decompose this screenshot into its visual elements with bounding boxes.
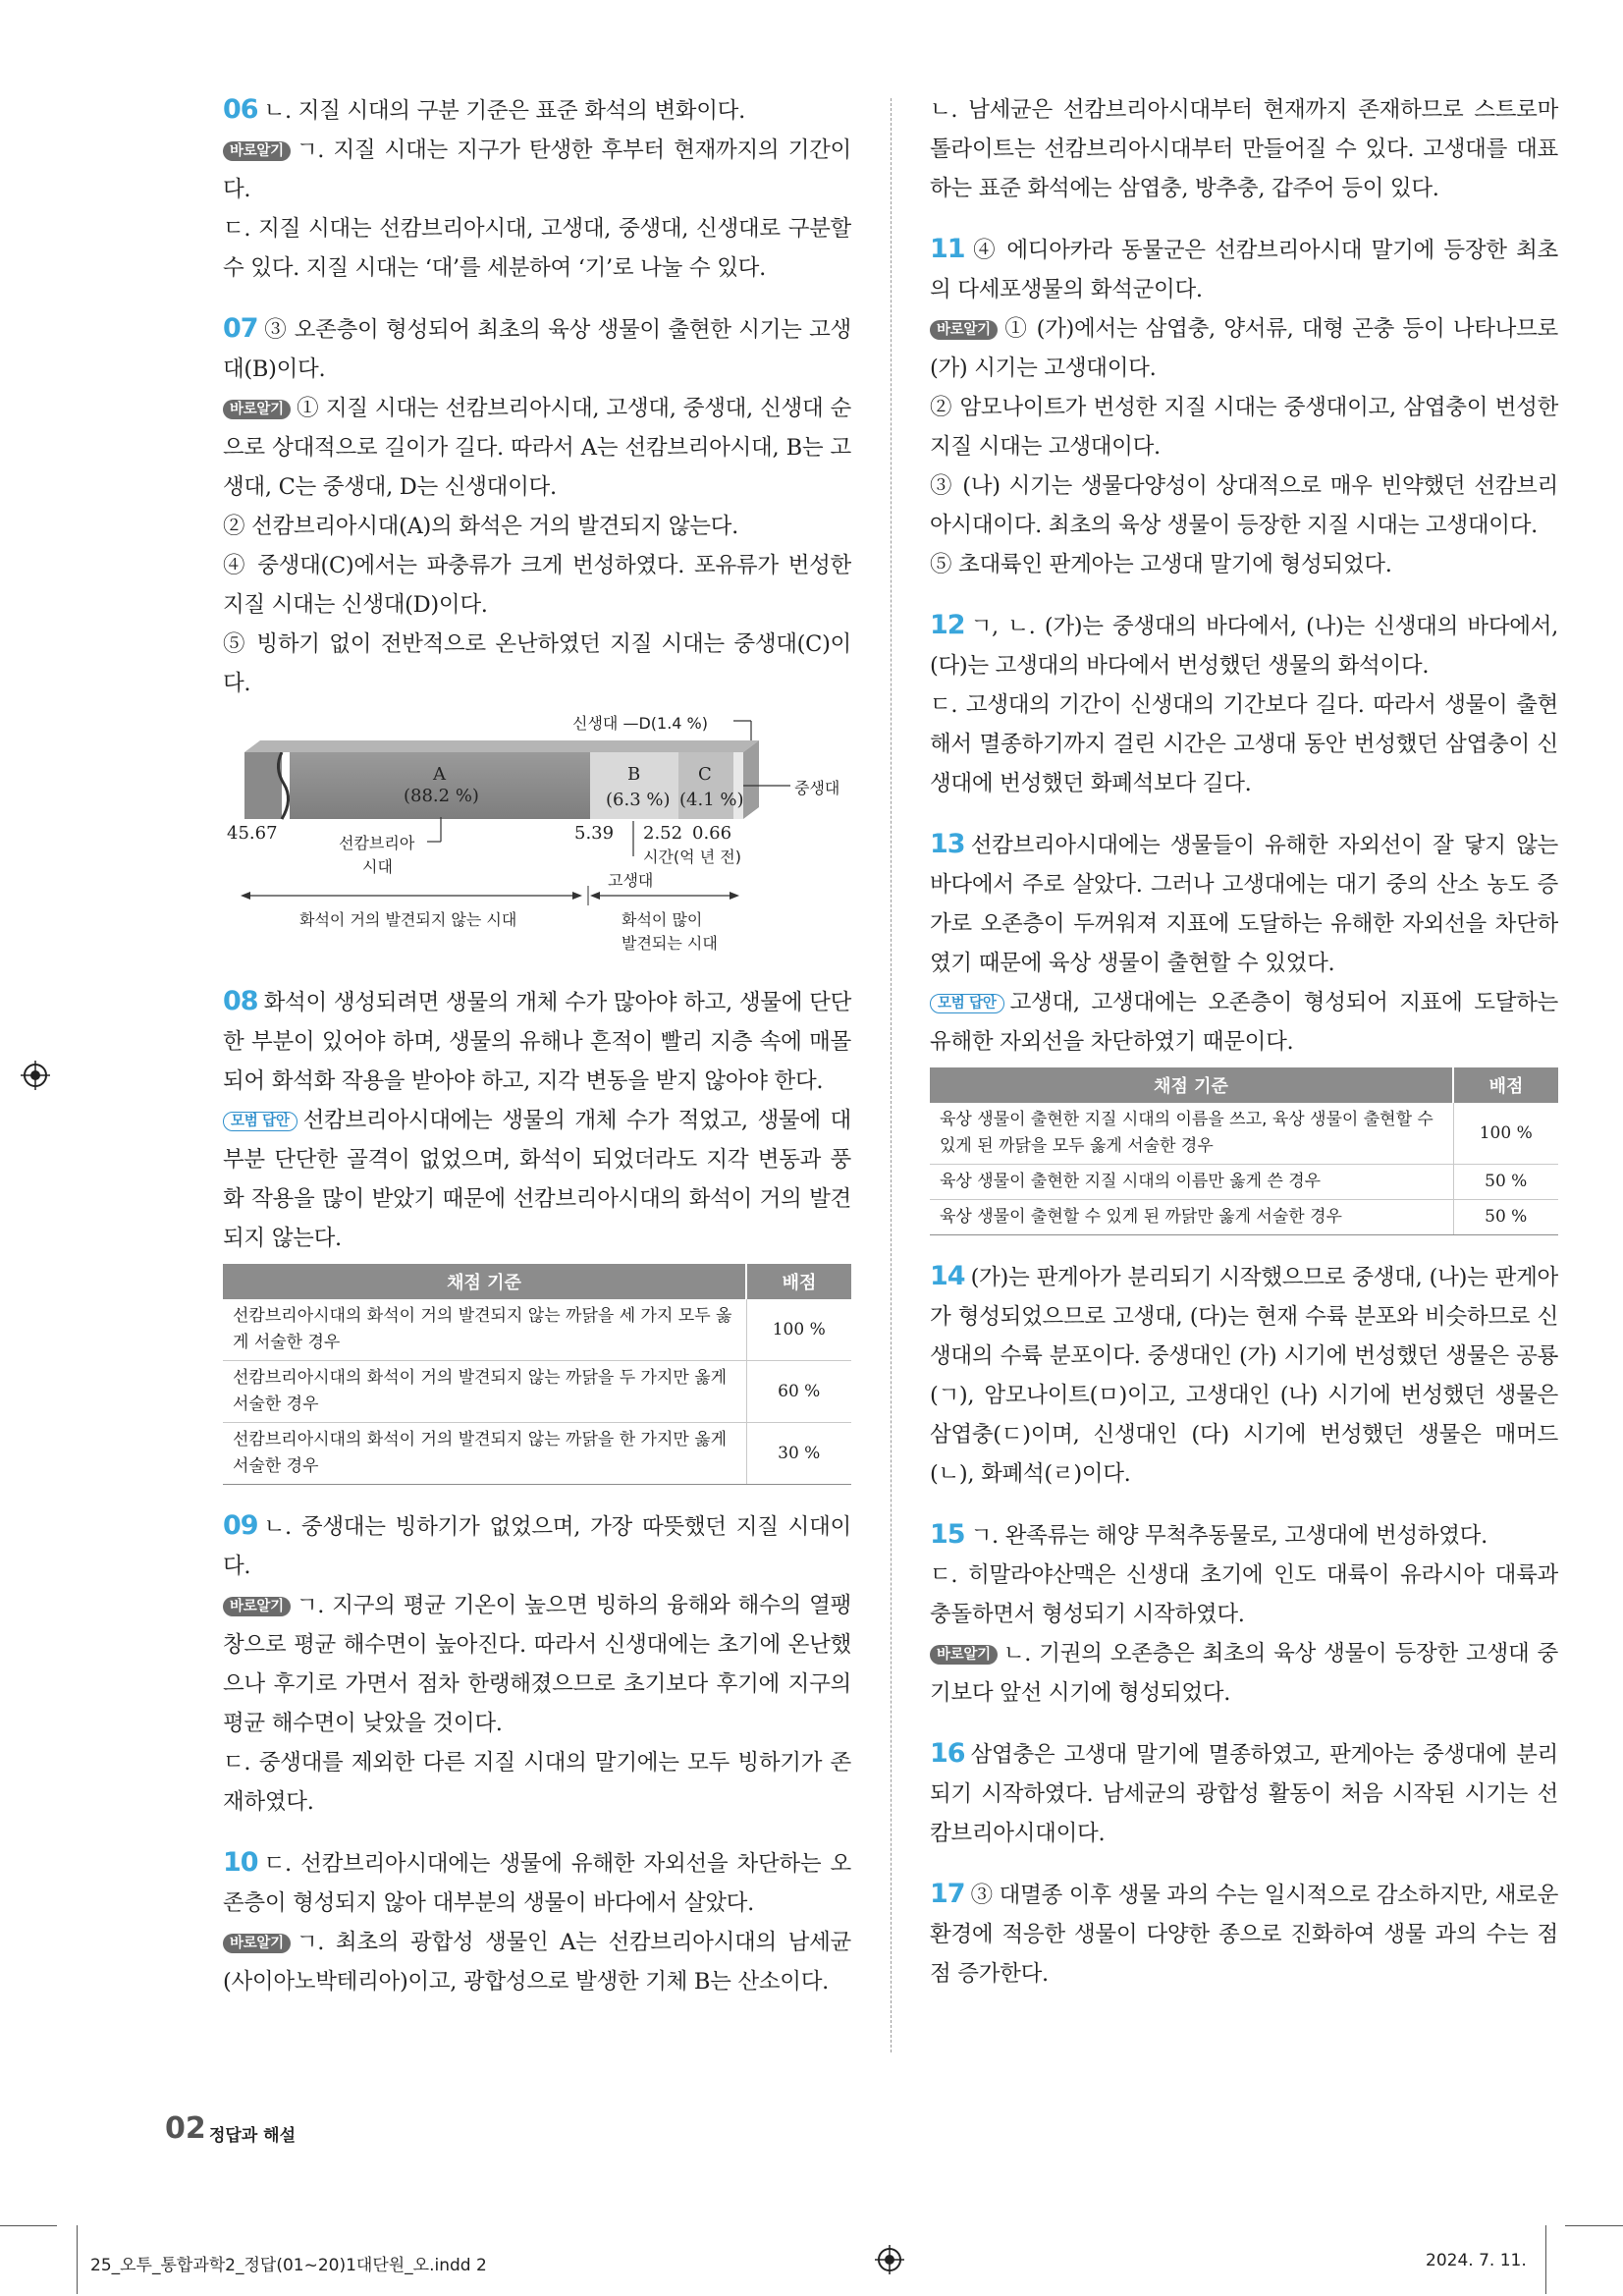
answer-text: ㄷ. 선캄브리아시대에는 생물에 유해한 자외선을 차단하는 오존층이 형성되지 않아 대부분의 생물이 바다에서 살았다. [223, 1851, 851, 1916]
criteria-cell: 육상 생물이 출현한 지질 시대의 이름을 쓰고, 육상 생물이 출현할 수 있게 된 까닭을 모두 옳게 서술한 경우 [930, 1103, 1453, 1165]
answer-text: ① (가)에서는 삼엽충, 양서류, 대형 곤충 등이 나타나므로 (가) 시기는 고생대이다. [930, 316, 1558, 381]
points-cell: 60 % [746, 1361, 851, 1423]
answer-06 [223, 90, 851, 288]
points-cell: 100 % [746, 1299, 851, 1361]
table-row [930, 1165, 1558, 1200]
left-column [223, 90, 851, 2023]
correction-badge: 바로알기 [223, 400, 291, 419]
criteria-cell: 선캄브리아시대의 화석이 거의 발견되지 않는 까닭을 두 가지만 옳게 서술한 경우 [223, 1361, 746, 1423]
answer-text: ㄴ. 중생대는 빙하기가 없었으며, 가장 따뜻했던 지질 시대이다. [223, 1514, 851, 1579]
paleozoic-label: 고생대 [608, 871, 654, 890]
answer-text: ② 선캄브리아시대(A)의 화석은 거의 발견되지 않는다. [223, 514, 738, 539]
column-separator [891, 98, 892, 2052]
answer-text: ㄷ. 지질 시대는 선캄브리아시대, 고생대, 중생대, 신생대로 구분할 수 있다. 지질 시대는 ‘대’를 세분하여 ‘기’로 나눌 수 있다. [223, 216, 851, 281]
tick-5-39: 5.39 [574, 823, 615, 844]
answer-text: ③ (나) 시기는 생물다양성이 상대적으로 매우 빈약했던 선캄브리아시대이다. 최초의 육상 생물이 등장한 지질 시대는 고생대이다. [930, 473, 1558, 538]
criteria-cell: 육상 생물이 출현한 지질 시대의 이름만 옳게 쓴 경우 [930, 1165, 1453, 1200]
criteria-cell: 육상 생물이 출현할 수 있게 된 까닭만 옳게 서술한 경우 [930, 1200, 1453, 1235]
correction-badge: 바로알기 [223, 1597, 291, 1616]
bar-side-face [743, 740, 759, 819]
table-row [223, 1361, 851, 1423]
scoring-table [930, 1067, 1558, 1235]
correction-badge: 바로알기 [930, 1645, 998, 1665]
precambrian-label-line2: 시대 [362, 857, 393, 876]
fossil-many-label-line1: 화석이 많이 [622, 910, 703, 929]
label-c: C [698, 764, 712, 785]
tick-0-66: 0.66 [692, 823, 732, 844]
registration-mark-icon [21, 1061, 50, 1090]
criteria-cell: 선캄브리아시대의 화석이 거의 발견되지 않는 까닭을 한 가지만 옳게 서술한 경우 [223, 1423, 746, 1485]
bar-break-segment [244, 752, 282, 819]
registration-mark-icon [875, 2245, 904, 2274]
question-number: 15 [930, 1519, 965, 1550]
answer-10-continued [930, 90, 1558, 208]
label-a-percent: (88.2 %) [404, 786, 479, 806]
question-number: 08 [223, 986, 258, 1016]
geologic-time-diagram [223, 711, 851, 964]
fossil-rare-era-label: 화석이 거의 발견되지 않는 시대 [299, 910, 517, 929]
table-header-points: 배점 [746, 1264, 851, 1299]
answer-text: 삼엽충은 고생대 말기에 멸종하였고, 판게아는 중생대에 분리되기 시작하였다. 남세균의 광합성 활동이 처음 시작된 시기는 선캄브리아시대이다. [930, 1742, 1558, 1846]
answer-text: ㄱ, ㄴ. (가)는 중생대의 바다에서, (나)는 신생대의 바다에서, (다)는 고생대의 바다에서 번성했던 생물의 화석이다. [930, 614, 1558, 679]
answer-13 [930, 825, 1558, 1235]
time-axis-unit: 시간(억 년 전) [643, 847, 741, 866]
answer-text: ④ 중생대(C)에서는 파충류가 크게 번성하였다. 포유류가 번성한 지질 시대는 신생대(D)이다. [223, 553, 851, 618]
bar-top-face [244, 740, 759, 752]
answer-08 [223, 982, 851, 1485]
answer-text: ㄱ. 지질 시대는 지구가 탄생한 후부터 현재까지의 기간이다. [223, 137, 851, 202]
right-column [930, 90, 1558, 2015]
answer-text: ③ 오존층이 형성되어 최초의 육상 생물이 출현한 시기는 고생대(B)이다. [223, 317, 851, 382]
answer-16 [930, 1734, 1558, 1853]
answer-text: ④ 에디아카라 동물군은 선캄브리아시대 말기에 등장한 최초의 다세포생물의 화석군이다. [930, 238, 1558, 302]
answer-15 [930, 1515, 1558, 1713]
answer-text: ㄴ. 지질 시대의 구분 기준은 표준 화석의 변화이다. [263, 98, 745, 124]
criteria-cell: 선캄브리아시대의 화석이 거의 발견되지 않는 까닭을 세 가지 모두 옳게 서술한 경우 [223, 1299, 746, 1361]
tick-2-52: 2.52 [643, 823, 683, 844]
question-number: 13 [930, 829, 965, 859]
answer-text: ⑤ 빙하기 없이 전반적으로 온난하였던 지질 시대는 중생대(C)이다. [223, 631, 851, 696]
table-row [930, 1103, 1558, 1165]
file-slug: 25_오투_통합과학2_정답(01~20)1대단원_오.indd 2 [90, 2256, 487, 2275]
answer-11 [930, 230, 1558, 584]
table-header-criteria: 채점 기준 [223, 1264, 746, 1299]
table-row [223, 1423, 851, 1485]
question-number: 16 [930, 1738, 965, 1769]
crop-mark [77, 2225, 78, 2294]
answer-10 [223, 1843, 851, 2001]
model-answer-badge: 모범 답안 [223, 1112, 298, 1131]
print-date: 2024. 7. 11. [1426, 2251, 1527, 2270]
answer-14 [930, 1257, 1558, 1494]
answer-text: ㄷ. 고생대의 기간이 신생대의 기간보다 길다. 따라서 생물이 출현해서 멸종하기까지 걸린 시간은 고생대 동안 번성했던 삼엽충이 신생대에 번성했던 화폐석보다 길다. [930, 692, 1558, 796]
answer-text: ① 지질 시대는 선캄브리아시대, 고생대, 중생대, 신생대 순으로 상대적으로 길이가 길다. 따라서 A는 선캄브리아시대, B는 고생대, C는 중생대, D는 신생대이다. [223, 396, 851, 500]
points-cell: 30 % [746, 1423, 851, 1485]
scoring-table [223, 1264, 851, 1485]
answer-text: ㄷ. 히말라야산맥은 신생대 초기에 인도 대륙이 유라시아 대륙과 충돌하면서 형성되기 시작하였다. [930, 1562, 1558, 1627]
cenozoic-label: 신생대 —D(1.4 %) [572, 714, 708, 733]
table-row [223, 1299, 851, 1361]
correction-badge: 바로알기 [223, 141, 291, 161]
label-b: B [627, 764, 641, 785]
question-number: 14 [930, 1261, 965, 1291]
answer-text: 선캄브리아시대에는 생물의 개체 수가 적었고, 생물에 대부분 단단한 골격이 없었으며, 화석이 되었더라도 지각 변동과 풍화 작용을 많이 받았기 때문에 선캄브리아시대의 화석이 거의 발견되지 않는다. [223, 1108, 851, 1251]
question-number: 06 [223, 94, 258, 125]
answer-07 [223, 309, 851, 703]
points-cell: 100 % [1453, 1103, 1558, 1165]
precambrian-label-line1: 선캄브리아 [339, 834, 415, 852]
label-a: A [433, 764, 446, 785]
answer-text: ⑤ 초대륙인 판게아는 고생대 말기에 형성되었다. [930, 552, 1392, 577]
crop-mark [1545, 2225, 1546, 2294]
answer-text: ② 암모나이트가 번성한 지질 시대는 중생대이고, 삼엽충이 번성한 지질 시대는 고생대이다. [930, 395, 1558, 460]
answer-text: ㄴ. 기권의 오존층은 최초의 육상 생물이 등장한 고생대 중기보다 앞선 시기에 형성되었다. [930, 1641, 1558, 1706]
label-c-percent: (4.1 %) [679, 790, 744, 810]
table-header-criteria: 채점 기준 [930, 1067, 1453, 1103]
model-answer-badge: 모범 답안 [930, 994, 1004, 1013]
answer-text: ㄱ. 완족류는 해양 무척추동물로, 고생대에 번성하였다. [970, 1523, 1488, 1549]
answer-text: ㄴ. 남세균은 선캄브리아시대부터 현재까지 존재하므로 스트로마톨라이트는 선캄브리아시대부터 만들어질 수 있다. 고생대를 대표하는 표준 화석에는 삼엽충, 방추충, 갑주어 등이 있다. [930, 97, 1558, 201]
answer-09 [223, 1506, 851, 1822]
mesozoic-label: 중생대 [794, 779, 840, 797]
question-number: 12 [930, 610, 965, 640]
answer-text: 선캄브리아시대에는 생물들이 유해한 자외선이 잘 닿지 않는 바다에서 주로 살았다. 그러나 고생대에는 대기 중의 산소 농도 증가로 오존층이 두꺼워져 지표에 도달하는 유해한 자외선을 차단하였기 때문에 육상 생물이 출현할 수 있었다. [930, 833, 1558, 976]
points-cell: 50 % [1453, 1165, 1558, 1200]
answer-12 [930, 606, 1558, 803]
question-number: 10 [223, 1847, 258, 1878]
question-number: 07 [223, 313, 258, 344]
page-section-title: 정답과 해설 [209, 2126, 297, 2146]
answer-text: ㄱ. 지구의 평균 기온이 높으면 빙하의 융해와 해수의 열팽창으로 평균 해수면이 높아진다. 따라서 신생대에는 초기에 온난했으나 후기로 가면서 점차 한랭해졌으므로 초기보다 후기에 지구의 평균 해수면이 낮았을 것이다. [223, 1593, 851, 1736]
answer-text: (가)는 판게아가 분리되기 시작했으므로 중생대, (나)는 판게아가 형성되었으므로 고생대, (다)는 현재 수륙 분포와 비슷하므로 신생대의 수륙 분포이다. 중생대인 (가) 시기에 번성했던 생물은 공룡(ㄱ), 암모나이트(ㅁ)이고, 고생대인 (나) 시기에 번성했던 생물은 삼엽충(ㄷ)이며, 신생대인 (다) 시기에 번성했던 생물은 매머드(ㄴ), 화폐석(ㄹ)이다. [930, 1265, 1558, 1487]
table-row [930, 1200, 1558, 1235]
page-number: 02 [165, 2111, 206, 2146]
answer-text: 화석이 생성되려면 생물의 개체 수가 많아야 하고, 생물에 단단한 부분이 있어야 하며, 생물의 유해나 흔적이 빨리 지층 속에 매몰되어 화석화 작용을 받아야 하고, 지각 변동을 받지 않아야 한다. [223, 990, 851, 1094]
points-cell: 50 % [1453, 1200, 1558, 1235]
crop-mark [0, 2225, 57, 2226]
answer-text: ㄷ. 중생대를 제외한 다른 지질 시대의 말기에는 모두 빙하기가 존재하였다. [223, 1750, 851, 1815]
tick-45-67: 45.67 [227, 823, 278, 844]
question-number: 09 [223, 1510, 258, 1541]
fossil-many-label-line2: 발견되는 시대 [622, 934, 718, 953]
question-number: 17 [930, 1879, 965, 1909]
question-number: 11 [930, 234, 965, 264]
answer-text: ㄱ. 최초의 광합성 생물인 A는 선캄브리아시대의 남세균(사이아노박테리아)이고, 광합성으로 발생한 기체 B는 산소이다. [223, 1930, 851, 1995]
answer-17 [930, 1875, 1558, 1994]
crop-mark [1565, 2225, 1623, 2226]
answer-text: ③ 대멸종 이후 생물 과의 수는 일시적으로 감소하지만, 새로운 환경에 적응한 생물이 다양한 종으로 진화하여 생물 과의 수는 점점 증가한다. [930, 1883, 1558, 1987]
correction-badge: 바로알기 [223, 1934, 291, 1953]
correction-badge: 바로알기 [930, 320, 998, 340]
table-header-points: 배점 [1453, 1067, 1558, 1103]
answer-text: 고생대, 고생대에는 오존층이 형성되어 지표에 도달하는 유해한 자외선을 차단하였기 때문이다. [930, 990, 1558, 1055]
label-b-percent: (6.3 %) [606, 790, 671, 810]
